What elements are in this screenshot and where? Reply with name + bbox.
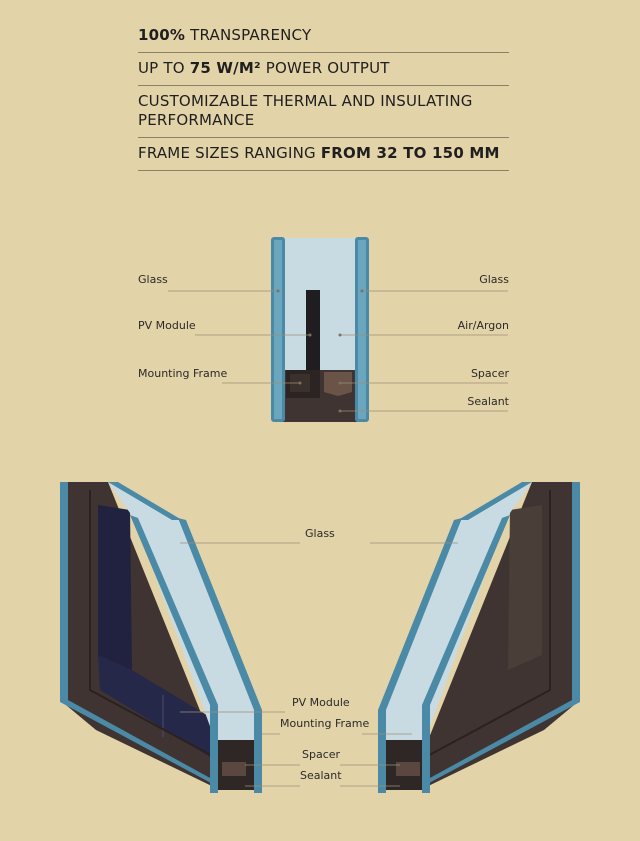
corner-label-pv-module: PV Module bbox=[292, 696, 350, 709]
label-glass-right: Glass bbox=[479, 273, 509, 286]
label-spacer: Spacer bbox=[470, 367, 509, 380]
label-glass-left: Glass bbox=[138, 273, 168, 286]
label-mounting-frame: Mounting Frame bbox=[138, 367, 228, 380]
corner-label-mounting-frame: Mounting Frame bbox=[280, 717, 370, 730]
corner-diagram-right bbox=[378, 482, 580, 793]
feature-transparency: 100% TRANSPARENCY bbox=[138, 20, 509, 53]
feature-power-output: UP TO 75 W/M² POWER OUTPUT bbox=[138, 53, 509, 86]
corner-label-sealant: Sealant bbox=[300, 769, 342, 782]
label-air-argon: Air/Argon bbox=[457, 319, 509, 332]
label-sealant: Sealant bbox=[467, 395, 509, 408]
corner-diagram-left bbox=[60, 482, 262, 793]
label-pv-module: PV Module bbox=[138, 319, 196, 332]
feature-thermal: CUSTOMIZABLE THERMAL AND INSULATING PERFORMANCE bbox=[138, 86, 509, 138]
feature-frame-sizes: FRAME SIZES RANGING FROM 32 TO 150 MM bbox=[138, 138, 509, 171]
corner-label-spacer: Spacer bbox=[302, 748, 341, 761]
corner-label-glass: Glass bbox=[305, 527, 335, 540]
